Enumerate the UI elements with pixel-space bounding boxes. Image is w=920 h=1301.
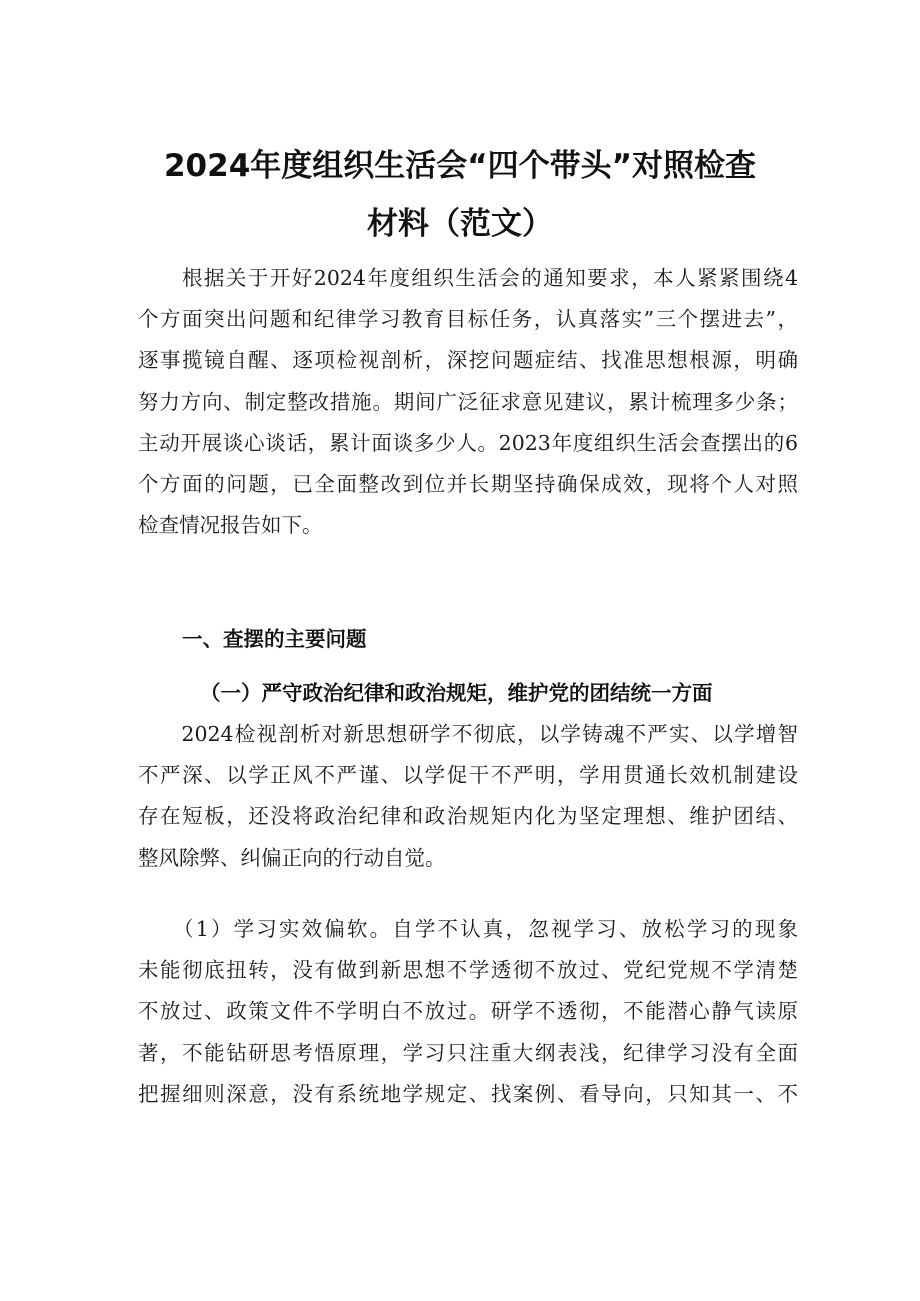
paragraph-line: 检查情况报告如下。 bbox=[138, 513, 323, 538]
paragraph-line: （1）学习实效偏软。自学不认真，忽视学习、放松学习的现象 bbox=[138, 917, 798, 941]
document-title-line-1: 2024年度组织生活会“四个带头”对照检查 bbox=[163, 148, 757, 184]
paragraph-line: 不严深、以学正风不严谨、以学促干不严明，学用贯通长效机制建设 bbox=[138, 763, 798, 788]
paragraph-line: 整风除弊、纠偏正向的行动自觉。 bbox=[138, 845, 446, 870]
document-title-line-2: 材料（范文） bbox=[367, 206, 553, 242]
paragraph-line: 个方面的问题，已全面整改到位并长期坚持确保成效，现将个人对照 bbox=[138, 472, 798, 497]
paragraph-line: 不放过、政策文件不学明白不放过。研学不透彻，不能潜心静气读原 bbox=[138, 999, 798, 1024]
subsection-heading: （一）严守政治纪律和政治规矩，维护党的团结统一方面 bbox=[200, 681, 713, 705]
paragraph-line: 未能彻底扭转，没有做到新思想不学透彻不放过、党纪党规不学清楚 bbox=[138, 958, 798, 983]
paragraph-line: 逐事揽镜自醒、逐项检视剖析，深挖问题症结、找准思想根源，明确 bbox=[138, 348, 798, 373]
section-heading: 一、查摆的主要问题 bbox=[182, 627, 367, 651]
paragraph-line: 把握细则深意，没有系统地学规定、找案例、看导向，只知其一、不 bbox=[138, 1081, 798, 1106]
paragraph-item-1 bbox=[138, 909, 798, 1115]
paragraph-line: 2024检视剖析对新思想研学不彻底，以学铸魂不严实、以学增智 bbox=[138, 722, 798, 746]
paragraph-line: 著，不能钻研思考悟原理，学习只注重大纲表浅，纪律学习没有全面 bbox=[138, 1040, 798, 1065]
paragraph-line: 个方面突出问题和纪律学习教育目标任务，认真落实”三个摆进去”， bbox=[138, 307, 798, 332]
paragraph-line: 根据关于开好2024年度组织生活会的通知要求，本人紧紧围绕4 bbox=[138, 266, 798, 290]
paragraph-line: 努力方向、制定整改措施。期间广泛征求意见建议，累计梳理多少条； bbox=[138, 389, 798, 414]
paragraph-section-intro bbox=[138, 714, 798, 879]
paragraph-line: 存在短板，还没将政治纪律和政治规矩内化为坚定理想、维护团结、 bbox=[138, 804, 798, 829]
paragraph-line: 主动开展谈心谈话，累计面谈多少人。2023年度组织生活会查摆出的6 bbox=[138, 430, 798, 455]
paragraph-intro bbox=[138, 258, 798, 546]
